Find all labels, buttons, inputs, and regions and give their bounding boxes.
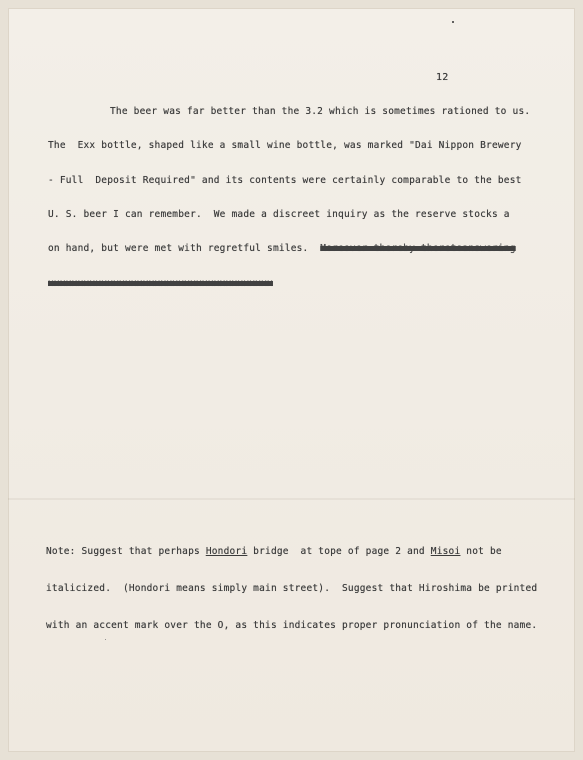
- underlined-term: Misoi: [430, 546, 461, 557]
- ink-speck: [105, 639, 106, 640]
- body-line: [48, 243, 516, 255]
- note-text: not be: [460, 546, 502, 557]
- note-line: with an accent mark over the O, as this indicates proper pronunciation of the name.: [46, 620, 538, 631]
- underlined-term: Hondori: [205, 546, 248, 557]
- body-line: U. S. beer I can remember. We made a discreet inquiry as the reserve stocks a: [48, 209, 510, 220]
- struck-out-text: Moreover thereby theretoanswering: [320, 243, 516, 254]
- page-fold-crease: [8, 498, 575, 500]
- body-line: The Exx bottle, shaped like a small wine bottle, was marked "Dai Nippon Brewery: [48, 140, 522, 151]
- body-line: The beer was far better than the 3.2 which is sometimes rationed to us.: [110, 106, 531, 117]
- note-line: [46, 546, 502, 558]
- note-text: bridge at tope of page 2 and: [247, 546, 431, 557]
- struck-out-line: xxxxxxxxxxxxxxxxxxxxxxxxxxxxxxxxxxxxxx: [48, 278, 273, 289]
- document-page: [8, 8, 575, 752]
- body-text: on hand, but were met with regretful smiles.: [48, 243, 321, 254]
- ink-speck: [452, 21, 454, 23]
- page-number: 12: [436, 72, 449, 83]
- body-line: - Full Deposit Required" and its contents were certainly comparable to the best: [48, 175, 522, 186]
- note-text: Note: Suggest that perhaps: [46, 546, 206, 557]
- note-line: italicized. (Hondori means simply main street). Suggest that Hiroshima be printed: [46, 583, 538, 594]
